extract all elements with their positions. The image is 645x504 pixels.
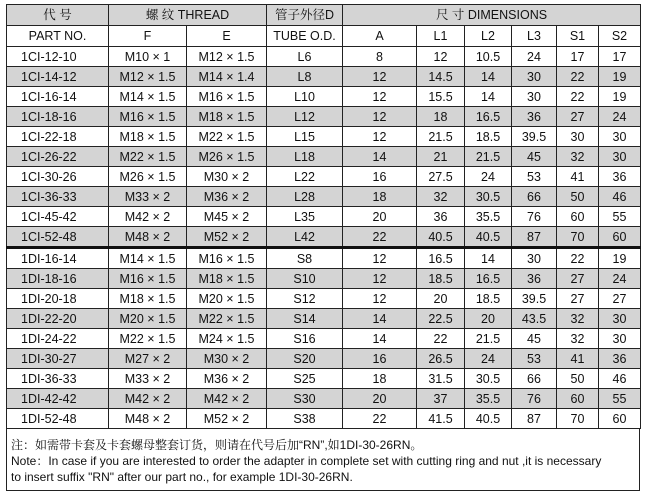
cell-dim-l3: 76 — [512, 389, 557, 409]
table-row — [7, 369, 641, 389]
table-row — [7, 409, 641, 429]
cell-dim-a: 14 — [343, 309, 417, 329]
table-row — [7, 87, 641, 107]
cell-part-no: 1DI-24-22 — [7, 329, 109, 349]
cell-part-no: 1DI-42-42 — [7, 389, 109, 409]
cell-thread-e: M30 × 2 — [187, 349, 267, 369]
cell-tube-od: S38 — [267, 409, 343, 429]
table-row — [7, 389, 641, 409]
cell-thread-e: M22 × 1.5 — [187, 309, 267, 329]
cell-thread-f: M16 × 1.5 — [109, 269, 187, 289]
cell-thread-f: M27 × 2 — [109, 349, 187, 369]
cell-thread-e: M18 × 1.5 — [187, 269, 267, 289]
cell-dim-s1: 27 — [557, 289, 599, 309]
cell-dim-s2: 30 — [599, 127, 641, 147]
cell-dim-l3: 87 — [512, 227, 557, 248]
cell-thread-e: M14 × 1.4 — [187, 67, 267, 87]
cell-dim-s2: 30 — [599, 309, 641, 329]
cell-dim-s2: 19 — [599, 87, 641, 107]
cell-dim-s1: 70 — [557, 227, 599, 248]
cell-part-no: 1DI-30-27 — [7, 349, 109, 369]
cell-thread-e: M36 × 2 — [187, 369, 267, 389]
cell-dim-a: 14 — [343, 147, 417, 167]
cell-dim-s1: 27 — [557, 269, 599, 289]
table-row — [7, 289, 641, 309]
cell-tube-od: S14 — [267, 309, 343, 329]
cell-dim-l1: 16.5 — [417, 248, 465, 269]
cell-dim-l1: 41.5 — [417, 409, 465, 429]
cell-dim-a: 12 — [343, 127, 417, 147]
cell-dim-s2: 36 — [599, 167, 641, 187]
cell-dim-a: 12 — [343, 289, 417, 309]
cell-dim-l2: 16.5 — [465, 107, 512, 127]
cell-tube-od: L10 — [267, 87, 343, 107]
cell-thread-e: M24 × 1.5 — [187, 329, 267, 349]
cell-dim-a: 16 — [343, 167, 417, 187]
cell-part-no: 1CI-36-33 — [7, 187, 109, 207]
cell-part-no: 1DI-36-33 — [7, 369, 109, 389]
cell-dim-l1: 14.5 — [417, 67, 465, 87]
cell-dim-a: 14 — [343, 329, 417, 349]
cell-dim-s1: 41 — [557, 349, 599, 369]
specification-sheet — [6, 4, 640, 491]
header-dim-a: A — [343, 26, 417, 47]
cell-thread-f: M20 × 1.5 — [109, 309, 187, 329]
cell-thread-e: M20 × 1.5 — [187, 289, 267, 309]
cell-dim-s1: 32 — [557, 147, 599, 167]
cell-dim-l2: 40.5 — [465, 409, 512, 429]
cell-thread-f: M14 × 1.5 — [109, 248, 187, 269]
cell-part-no: 1CI-12-10 — [7, 47, 109, 67]
header-dim-l3: L3 — [512, 26, 557, 47]
cell-dim-l2: 30.5 — [465, 369, 512, 389]
cell-dim-l1: 21.5 — [417, 127, 465, 147]
cell-thread-f: M18 × 1.5 — [109, 127, 187, 147]
cell-dim-l3: 45 — [512, 329, 557, 349]
cell-tube-od: S10 — [267, 269, 343, 289]
cell-thread-e: M52 × 2 — [187, 409, 267, 429]
cell-tube-od: S8 — [267, 248, 343, 269]
table-row — [7, 349, 641, 369]
cell-tube-od: S20 — [267, 349, 343, 369]
cell-dim-s2: 24 — [599, 107, 641, 127]
cell-dim-s1: 60 — [557, 389, 599, 409]
cell-dim-l3: 66 — [512, 187, 557, 207]
table-row — [7, 207, 641, 227]
cell-dim-l3: 53 — [512, 349, 557, 369]
cell-dim-l2: 30.5 — [465, 187, 512, 207]
cell-thread-f: M33 × 2 — [109, 187, 187, 207]
cell-part-no: 1CI-14-12 — [7, 67, 109, 87]
cell-part-no: 1CI-30-26 — [7, 167, 109, 187]
table-row — [7, 147, 641, 167]
cell-dim-s1: 17 — [557, 47, 599, 67]
cell-dim-s2: 46 — [599, 369, 641, 389]
cell-dim-l3: 45 — [512, 147, 557, 167]
cell-thread-e: M30 × 2 — [187, 167, 267, 187]
cell-thread-e: M26 × 1.5 — [187, 147, 267, 167]
cell-tube-od: S16 — [267, 329, 343, 349]
cell-dim-l3: 66 — [512, 369, 557, 389]
table-row — [7, 107, 641, 127]
cell-dim-s1: 22 — [557, 67, 599, 87]
cell-tube-od: L35 — [267, 207, 343, 227]
cell-thread-f: M42 × 2 — [109, 389, 187, 409]
cell-dim-l1: 21 — [417, 147, 465, 167]
cell-dim-l1: 40.5 — [417, 227, 465, 248]
cell-dim-l3: 36 — [512, 269, 557, 289]
cell-dim-a: 18 — [343, 187, 417, 207]
cell-part-no: 1CI-52-48 — [7, 227, 109, 248]
cell-dim-l1: 27.5 — [417, 167, 465, 187]
cell-dim-a: 12 — [343, 248, 417, 269]
cell-dim-s1: 50 — [557, 369, 599, 389]
cell-dim-s1: 50 — [557, 187, 599, 207]
cell-part-no: 1CI-22-18 — [7, 127, 109, 147]
cell-dim-l2: 14 — [465, 248, 512, 269]
cell-dim-l3: 43.5 — [512, 309, 557, 329]
cell-dim-l2: 35.5 — [465, 389, 512, 409]
cell-dim-s1: 30 — [557, 127, 599, 147]
header-dim-l2: L2 — [465, 26, 512, 47]
cell-dim-a: 20 — [343, 389, 417, 409]
cell-dim-l1: 15.5 — [417, 87, 465, 107]
cell-part-no: 1CI-45-42 — [7, 207, 109, 227]
cell-thread-e: M12 × 1.5 — [187, 47, 267, 67]
cell-tube-od: L12 — [267, 107, 343, 127]
cell-thread-f: M48 × 2 — [109, 409, 187, 429]
cell-dim-s2: 24 — [599, 269, 641, 289]
cell-dim-l3: 53 — [512, 167, 557, 187]
cell-dim-a: 8 — [343, 47, 417, 67]
cell-thread-e: M16 × 1.5 — [187, 87, 267, 107]
cell-dim-l1: 18.5 — [417, 269, 465, 289]
table-row — [7, 269, 641, 289]
cell-thread-f: M26 × 1.5 — [109, 167, 187, 187]
header-row-top — [7, 5, 641, 26]
cell-dim-s1: 41 — [557, 167, 599, 187]
cell-dim-l2: 35.5 — [465, 207, 512, 227]
note-chinese: 注：如需带卡套及卡套螺母整套订货，则请在代号后加“RN”,如1DI-30-26RN。 — [11, 438, 423, 452]
cell-dim-l1: 18 — [417, 107, 465, 127]
cell-dim-s1: 27 — [557, 107, 599, 127]
cell-part-no: 1CI-16-14 — [7, 87, 109, 107]
table-row — [7, 187, 641, 207]
cell-dim-l3: 30 — [512, 67, 557, 87]
cell-dim-s2: 17 — [599, 47, 641, 67]
table-row — [7, 227, 641, 248]
cell-dim-s2: 30 — [599, 147, 641, 167]
cell-tube-od: L42 — [267, 227, 343, 248]
cell-thread-e: M18 × 1.5 — [187, 107, 267, 127]
cell-dim-l2: 20 — [465, 309, 512, 329]
cell-dim-s1: 32 — [557, 309, 599, 329]
cell-dim-l1: 22.5 — [417, 309, 465, 329]
cell-dim-a: 12 — [343, 107, 417, 127]
cell-part-no: 1DI-18-16 — [7, 269, 109, 289]
cell-dim-l2: 21.5 — [465, 147, 512, 167]
cell-dim-l2: 40.5 — [465, 227, 512, 248]
cell-dim-l1: 31.5 — [417, 369, 465, 389]
cell-tube-od: S30 — [267, 389, 343, 409]
cell-part-no: 1DI-20-18 — [7, 289, 109, 309]
table-row — [7, 127, 641, 147]
cell-tube-od: L6 — [267, 47, 343, 67]
cell-dim-a: 12 — [343, 269, 417, 289]
cell-dim-s2: 46 — [599, 187, 641, 207]
cell-thread-f: M22 × 1.5 — [109, 329, 187, 349]
dimensions-table — [6, 4, 641, 429]
header-tube-od: TUBE O.D. — [267, 26, 343, 47]
cell-dim-l1: 12 — [417, 47, 465, 67]
header-dimensions-title: 尺 寸 DIMENSIONS — [343, 5, 641, 26]
table-row — [7, 47, 641, 67]
cell-dim-l1: 32 — [417, 187, 465, 207]
cell-thread-f: M18 × 1.5 — [109, 289, 187, 309]
notes-box — [6, 429, 640, 491]
table-row — [7, 329, 641, 349]
cell-dim-l2: 10.5 — [465, 47, 512, 67]
cell-tube-od: L22 — [267, 167, 343, 187]
cell-dim-s2: 19 — [599, 67, 641, 87]
header-dim-s2: S2 — [599, 26, 641, 47]
cell-part-no: 1DI-22-20 — [7, 309, 109, 329]
cell-dim-s2: 55 — [599, 389, 641, 409]
cell-dim-s1: 70 — [557, 409, 599, 429]
cell-dim-l1: 37 — [417, 389, 465, 409]
cell-dim-s2: 30 — [599, 329, 641, 349]
cell-dim-s2: 27 — [599, 289, 641, 309]
header-thread-f: F — [109, 26, 187, 47]
cell-dim-l2: 18.5 — [465, 289, 512, 309]
header-thread-title: 螺 纹 THREAD — [109, 5, 267, 26]
cell-dim-a: 22 — [343, 409, 417, 429]
cell-dim-a: 16 — [343, 349, 417, 369]
header-part-no: PART NO. — [7, 26, 109, 47]
cell-thread-f: M48 × 2 — [109, 227, 187, 248]
cell-dim-l3: 39.5 — [512, 289, 557, 309]
cell-thread-f: M42 × 2 — [109, 207, 187, 227]
header-tube-title: 管子外径D — [267, 5, 343, 26]
cell-dim-l3: 36 — [512, 107, 557, 127]
table-row — [7, 67, 641, 87]
cell-dim-l2: 14 — [465, 67, 512, 87]
cell-dim-a: 22 — [343, 227, 417, 248]
cell-part-no: 1CI-18-16 — [7, 107, 109, 127]
cell-thread-e: M42 × 2 — [187, 389, 267, 409]
cell-thread-f: M10 × 1 — [109, 47, 187, 67]
cell-tube-od: S25 — [267, 369, 343, 389]
note-english-line-1: Note：In case if you are interested to order the adapter in complete set with cutting ring and nut ,it is necessary — [11, 454, 602, 468]
cell-thread-e: M52 × 2 — [187, 227, 267, 248]
cell-dim-l3: 87 — [512, 409, 557, 429]
cell-dim-l2: 21.5 — [465, 329, 512, 349]
header-row-bottom — [7, 26, 641, 47]
cell-thread-f: M16 × 1.5 — [109, 107, 187, 127]
cell-dim-l3: 30 — [512, 248, 557, 269]
cell-tube-od: L28 — [267, 187, 343, 207]
cell-dim-l1: 20 — [417, 289, 465, 309]
cell-dim-l3: 76 — [512, 207, 557, 227]
cell-thread-e: M45 × 2 — [187, 207, 267, 227]
cell-tube-od: L8 — [267, 67, 343, 87]
table-row — [7, 309, 641, 329]
cell-part-no: 1DI-16-14 — [7, 248, 109, 269]
cell-dim-s2: 60 — [599, 227, 641, 248]
cell-dim-a: 18 — [343, 369, 417, 389]
cell-dim-l2: 24 — [465, 349, 512, 369]
header-code-cn: 代 号 — [7, 5, 109, 26]
cell-dim-s2: 19 — [599, 248, 641, 269]
cell-dim-l3: 39.5 — [512, 127, 557, 147]
cell-dim-s1: 22 — [557, 87, 599, 107]
cell-dim-s1: 32 — [557, 329, 599, 349]
cell-tube-od: S12 — [267, 289, 343, 309]
cell-dim-s1: 22 — [557, 248, 599, 269]
cell-dim-a: 12 — [343, 67, 417, 87]
cell-thread-e: M16 × 1.5 — [187, 248, 267, 269]
cell-dim-a: 20 — [343, 207, 417, 227]
cell-dim-l1: 26.5 — [417, 349, 465, 369]
cell-part-no: 1DI-52-48 — [7, 409, 109, 429]
cell-dim-s2: 55 — [599, 207, 641, 227]
cell-dim-l2: 14 — [465, 87, 512, 107]
cell-part-no: 1CI-26-22 — [7, 147, 109, 167]
cell-dim-l2: 16.5 — [465, 269, 512, 289]
cell-tube-od: L15 — [267, 127, 343, 147]
cell-thread-e: M36 × 2 — [187, 187, 267, 207]
table-row — [7, 248, 641, 269]
cell-dim-s1: 60 — [557, 207, 599, 227]
cell-dim-l2: 18.5 — [465, 127, 512, 147]
cell-dim-a: 12 — [343, 87, 417, 107]
header-dim-l1: L1 — [417, 26, 465, 47]
cell-thread-f: M14 × 1.5 — [109, 87, 187, 107]
cell-thread-f: M22 × 1.5 — [109, 147, 187, 167]
cell-tube-od: L18 — [267, 147, 343, 167]
note-english-line-2: to insert suffix "RN" after our part no., for example 1DI-30-26RN. — [11, 470, 353, 484]
header-dim-s1: S1 — [557, 26, 599, 47]
cell-dim-s2: 36 — [599, 349, 641, 369]
cell-dim-l3: 24 — [512, 47, 557, 67]
cell-dim-l1: 36 — [417, 207, 465, 227]
cell-thread-e: M22 × 1.5 — [187, 127, 267, 147]
cell-dim-l3: 30 — [512, 87, 557, 107]
cell-dim-l1: 22 — [417, 329, 465, 349]
cell-thread-f: M12 × 1.5 — [109, 67, 187, 87]
header-thread-e: E — [187, 26, 267, 47]
cell-thread-f: M33 × 2 — [109, 369, 187, 389]
cell-dim-s2: 60 — [599, 409, 641, 429]
table-row — [7, 167, 641, 187]
cell-dim-l2: 24 — [465, 167, 512, 187]
